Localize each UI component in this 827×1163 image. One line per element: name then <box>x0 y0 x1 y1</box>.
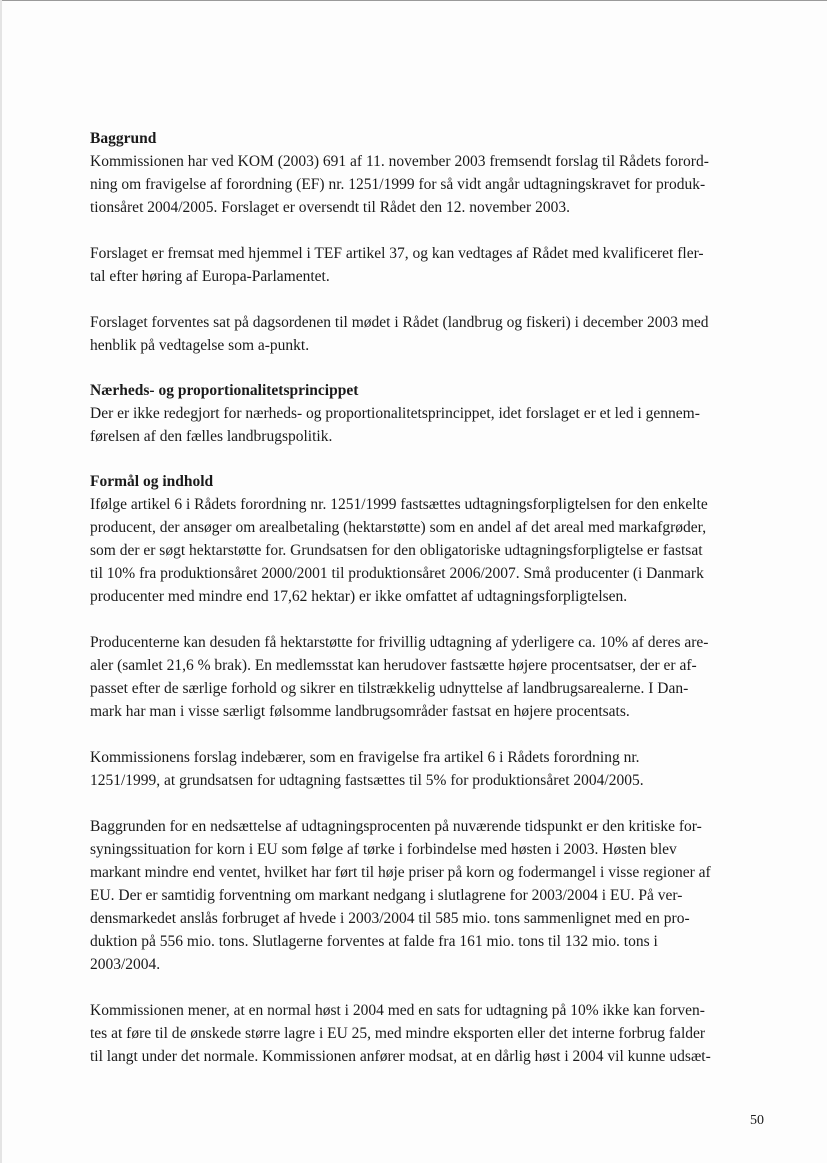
text-line: 2003/2004. <box>90 956 161 973</box>
text-line: Baggrunden for en nedsættelse af udtagningsprocenten på nuværende tidspunkt er den kritiske for- <box>90 818 702 835</box>
text-line: tes at føre til de ønskede større lagre i EU 25, med mindre eksporten eller det interne forbrug falder <box>90 1025 706 1042</box>
document-section <box>90 311 770 357</box>
text-line: aler (samlet 21,6 % brak). En medlemsstat kan herudover fastsætte højere procentsatser, der er af- <box>90 657 697 674</box>
paragraph-gap <box>90 357 770 380</box>
text-line: Forslaget forventes sat på dagsordenen til mødet i Rådet (landbrug og fiskeri) i december 2003 med <box>90 314 709 331</box>
document-section <box>90 471 770 608</box>
paragraph-gap <box>90 792 770 815</box>
text-line: tionsåret 2004/2005. Forslaget er oversendt til Rådet den 12. november 2003. <box>90 199 570 216</box>
text-line: tal efter høring af Europa-Parlamentet. <box>90 268 330 285</box>
text-line: syningssituation for korn i EU som følge af tørke i forbindelse med høsten i 2003. Høsten blev <box>90 841 677 858</box>
text-line: Ifølge artikel 6 i Rådets forordning nr. 1251/1999 fastsættes udtagningsforpligtelsen for den enkelte <box>90 496 708 513</box>
text-line: henblik på vedtagelse som a-punkt. <box>90 337 310 354</box>
paragraph-gap <box>90 288 770 311</box>
text-line: Kommissionen har ved KOM (2003) 691 af 11. november 2003 fremsendt forslag til Rådets forord- <box>90 153 709 170</box>
text-line: Forslaget er fremsat med hjemmel i TEF artikel 37, og kan vedtages af Rådet med kvalificeret fler- <box>90 245 704 262</box>
document-section <box>90 242 770 288</box>
text-line: som der er søgt hektarstøtte for. Grundsatsen for den obligatoriske udtagningsforpligtelse er fastsat <box>90 542 703 559</box>
text-line: producent, der ansøger om arealbetaling (hektarstøtte) som en andel af det areal med markafgrøder, <box>90 519 707 536</box>
document-body <box>90 128 770 1068</box>
text-line: densmarkedet anslås forbruget af hvede i 2003/2004 til 585 mio. tons sammenlignet med en pro- <box>90 910 690 927</box>
text-line: førelsen af den fælles landbrugspolitik. <box>90 428 333 445</box>
document-section <box>90 128 770 219</box>
document-section <box>90 999 770 1068</box>
paragraph-gap <box>90 608 770 631</box>
page-number: 50 <box>750 1113 764 1128</box>
section-heading: Baggrund <box>90 130 157 147</box>
text-line: producenter med mindre end 17,62 hektar) er ikke omfattet af udtagningsforpligtelsen. <box>90 588 628 605</box>
text-line: Der er ikke redegjort for nærheds- og proportionalitetsprincippet, idet forslaget er et led i gennem- <box>90 405 700 422</box>
scan-left-edge <box>0 0 2 1163</box>
text-line: til langt under det normale. Kommissionen anfører modsat, at en dårlig høst i 2004 vil kunne udsæt- <box>90 1048 711 1065</box>
paragraph-gap <box>90 219 770 242</box>
paragraph-gap <box>90 448 770 471</box>
text-line: Kommissionen mener, at en normal høst i 2004 med en sats for udtagning på 10% ikke kan forven- <box>90 1002 705 1019</box>
text-line: Producenterne kan desuden få hektarstøtte for frivillig udtagning af yderligere ca. 10% af deres are- <box>90 634 709 651</box>
document-section <box>90 746 770 792</box>
scan-top-edge <box>0 0 827 1</box>
paragraph-gap <box>90 976 770 999</box>
text-line: 1251/1999, at grundsatsen for udtagning fastsættes til 5% for produktionsåret 2004/2005. <box>90 772 644 789</box>
section-heading: Formål og indhold <box>90 473 214 490</box>
text-line: duktion på 556 mio. tons. Slutlagerne forventes at falde fra 161 mio. tons til 132 mio. tons i <box>90 933 658 950</box>
text-line: markant mindre end ventet, hvilket har ført til høje priser på korn og fodermangel i visse regioner af <box>90 864 711 881</box>
text-line: passet efter de særlige forhold og sikrer en tilstrækkelig udnyttelse af landbrugsarealerne. I Dan- <box>90 680 689 697</box>
text-line: Kommissionens forslag indebærer, som en fravigelse fra artikel 6 i Rådets forordning nr. <box>90 749 640 766</box>
text-line: til 10% fra produktionsåret 2000/2001 til produktionsåret 2006/2007. Små producenter (i Danmark <box>90 565 704 582</box>
document-section <box>90 380 770 448</box>
section-heading: Nærheds- og proportionalitetsprincippet <box>90 382 359 399</box>
text-line: EU. Der er samtidig forventning om markant nedgang i slutlagrene for 2003/2004 i EU. På ver- <box>90 887 683 904</box>
document-section <box>90 815 770 976</box>
text-line: mark har man i visse særligt følsomme landbrugsområder fastsat en højere procentsats. <box>90 703 630 720</box>
text-line: ning om fravigelse af forordning (EF) nr. 1251/1999 for så vidt angår udtagningskravet for produk- <box>90 176 706 193</box>
document-section <box>90 631 770 723</box>
paragraph-gap <box>90 723 770 746</box>
